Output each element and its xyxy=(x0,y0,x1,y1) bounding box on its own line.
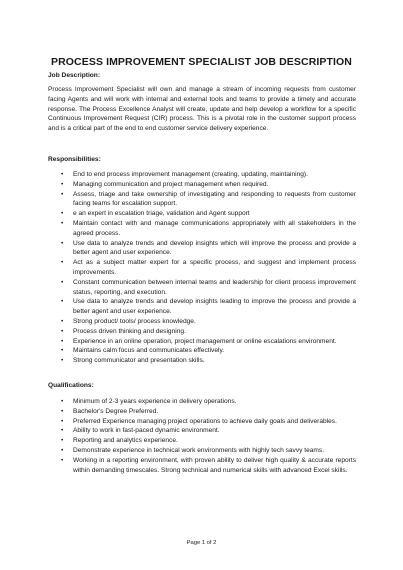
list-item xyxy=(48,258,356,278)
list-item-text: Maintains calm focus and communicates effectively. xyxy=(73,347,225,355)
list-item xyxy=(48,337,356,347)
list-item-text: Assess, triage and take ownership of investigating and responding to requests from customer facing teams for escalation support. xyxy=(73,190,356,208)
list-item xyxy=(48,456,356,476)
bullet-icon: • xyxy=(61,327,64,335)
bullet-icon: • xyxy=(61,259,64,267)
list-item xyxy=(48,278,356,298)
list-item-text: e an expert in escalation triage, validation and Agent support xyxy=(73,210,250,218)
job-description-text: Process Improvement Specialist will own and manage a stream of incoming requests from customer facing Agents and will work with internal and external tools and teams to provide a timely and accurate response. The Process Excellence Analyst will create, update and help develop a workflow for a specific Continuous Improvement Request (CIR) process. This is a pivotal role in the customer support process and is a critical part of the end to end customer service delivery experience. xyxy=(48,86,356,133)
list-item-text: End to end process improvement management (creating, updating, maintaining). xyxy=(73,171,308,178)
list-item-text: Use data to analyze trends and develop insights which will improve the process and provide a better agent and user experience. xyxy=(73,239,356,257)
list-item xyxy=(48,180,356,190)
list-item xyxy=(48,436,356,446)
list-item xyxy=(48,417,356,427)
bullet-icon: • xyxy=(61,219,64,227)
list-item-text: Bachelor's Degree Preferred. xyxy=(73,407,159,415)
bullet-icon: • xyxy=(61,407,64,415)
list-item xyxy=(48,397,356,407)
bullet-icon: • xyxy=(61,347,64,355)
list-item-text: Experience in an online operation, project management or online escalations environment. xyxy=(73,337,337,345)
list-item-text: Preferred Experience managing project operations to achieve daily goals and deliverables. xyxy=(73,417,337,425)
bullet-icon: • xyxy=(61,427,64,435)
bullet-icon: • xyxy=(61,417,64,425)
list-item xyxy=(48,407,356,417)
job-description-heading: Job Description: xyxy=(48,72,101,79)
list-item xyxy=(48,356,356,366)
list-item-text: Use data to analyze trends and develop insights leading to improve the process and provide a better agent and user experience. xyxy=(73,298,356,316)
list-item xyxy=(48,426,356,436)
bullet-icon: • xyxy=(61,278,64,286)
bullet-icon: • xyxy=(61,446,64,454)
list-item-text: Maintain contact with and manage communications appropriately with all stakeholders in the agreed process. xyxy=(73,219,356,237)
list-item-text: Minimum of 2-3 years experience in delivery operations. xyxy=(73,398,237,405)
bullet-icon: • xyxy=(61,337,64,345)
responsibilities-list xyxy=(48,170,356,366)
list-item xyxy=(48,190,356,210)
list-item-text: Reporting and analytics experience. xyxy=(73,437,178,445)
responsibilities-heading: Responsibilities: xyxy=(48,156,101,163)
list-item-text: Process driven thinking and designing. xyxy=(73,327,186,335)
bullet-icon: • xyxy=(61,398,64,405)
list-item-text: Constant communication between internal teams and leadership for client process improvement status, reporting, and execution. xyxy=(73,278,356,296)
bullet-icon: • xyxy=(61,298,64,306)
document-title: PROCESS IMPROVEMENT SPECIALIST JOB DESCRIPTION xyxy=(51,56,352,68)
list-item xyxy=(48,346,356,356)
list-item-text: Demonstrate experience in technical work environments with highly tech savvy teams. xyxy=(73,446,325,454)
list-item xyxy=(48,317,356,327)
list-item-text: Act as a subject matter expert for a specific process, and suggest and implement process improvements. xyxy=(73,259,356,276)
list-item xyxy=(48,327,356,337)
list-item-text: Managing communication and project management when required. xyxy=(73,180,269,188)
bullet-icon: • xyxy=(61,190,64,198)
bullet-icon: • xyxy=(61,456,64,464)
list-item xyxy=(48,297,356,317)
list-item xyxy=(48,446,356,456)
qualifications-list xyxy=(48,397,356,475)
bullet-icon: • xyxy=(61,239,64,247)
list-item-text: Strong product/ tools/ process knowledge. xyxy=(73,317,196,325)
list-item xyxy=(48,239,356,259)
page-number: Page 1 of 2 xyxy=(186,540,217,546)
list-item xyxy=(48,209,356,219)
list-item-text: Working in a reporting environment, with proven ability to deliver high quality & accurate reports within demanding timescales. Strong technical and numerical skills with advanced Excel skills. xyxy=(73,456,356,474)
list-item xyxy=(48,219,356,239)
bullet-icon: • xyxy=(61,180,64,188)
bullet-icon: • xyxy=(61,357,64,365)
bullet-icon: • xyxy=(61,437,64,445)
list-item-text: Ability to work in fast-paced dynamic environment. xyxy=(73,427,220,435)
qualifications-heading: Qualifications: xyxy=(48,382,94,389)
bullet-icon: • xyxy=(61,210,64,218)
bullet-icon: • xyxy=(61,317,64,325)
list-item-text: Strong communicator and presentation skills. xyxy=(73,357,205,365)
list-item xyxy=(48,170,356,180)
bullet-icon: • xyxy=(61,171,64,178)
